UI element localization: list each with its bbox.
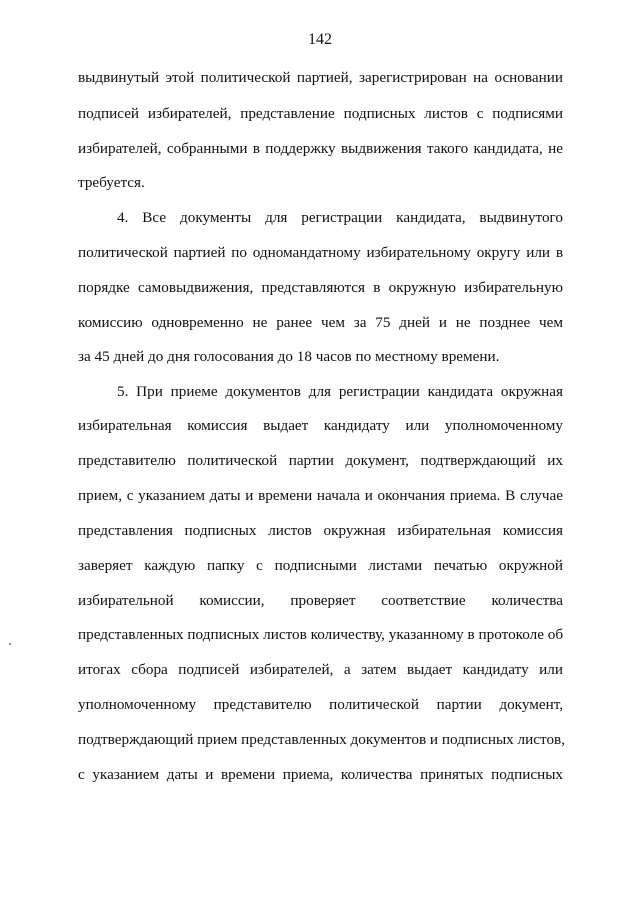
- paragraph-3-line-10: уполномоченному представителю политической партии документ,: [78, 696, 563, 713]
- paragraph-3-line-7: избирательной комиссии, проверяет соответствие количества: [78, 592, 563, 609]
- paragraph-2-line-2: политической партией по одномандатному избирательному округу или в: [78, 244, 563, 261]
- paragraph-1-line-3: избирателей, собранными в поддержку выдвижения такого кандидата, не: [78, 140, 563, 157]
- scan-speck: [9, 643, 11, 645]
- paragraph-2-line-5: за 45 дней до дня голосования до 18 часов по местному времени.: [78, 348, 500, 365]
- paragraph-3-line-11: подтверждающий прием представленных документов и подписных листов,: [78, 731, 566, 748]
- paragraph-3-line-9: итогах сбора подписей избирателей, а затем выдает кандидату или: [78, 661, 563, 678]
- paragraph-3-line-4: прием, с указанием даты и времени начала и окончания приема. В случае: [78, 487, 563, 504]
- paragraph-3-line-3: представителю политической партии документ, подтверждающий их: [78, 452, 563, 469]
- paragraph-1-line-1: выдвинутый этой политической партией, зарегистрирован на основании: [78, 69, 563, 86]
- paragraph-3-line-12: с указанием даты и времени приема, количества принятых подписных: [78, 766, 563, 783]
- paragraph-3-line-2: избирательная комиссия выдает кандидату или уполномоченному: [78, 417, 563, 434]
- paragraph-3-line-5: представления подписных листов окружная избирательная комиссия: [78, 522, 563, 539]
- paragraph-3-line-8: представленных подписных листов количеству, указанному в протоколе об: [78, 626, 564, 643]
- paragraph-2-line-4: комиссию одновременно не ранее чем за 75 дней и не позднее чем: [78, 314, 563, 331]
- paragraph-2-line-1: 4. Все документы для регистрации кандидата, выдвинутого: [117, 209, 563, 226]
- paragraph-3-line-1: 5. При приеме документов для регистрации кандидата окружная: [117, 383, 563, 400]
- page-number: 142: [308, 31, 332, 48]
- paragraph-2-line-3: порядке самовыдвижения, представляются в окружную избирательную: [78, 279, 563, 296]
- paragraph-1-line-2: подписей избирателей, представление подписных листов с подписями: [78, 105, 563, 122]
- paragraph-3-line-6: заверяет каждую папку с подписными листами печатью окружной: [78, 557, 563, 574]
- paragraph-1-line-4: требуется.: [78, 174, 145, 191]
